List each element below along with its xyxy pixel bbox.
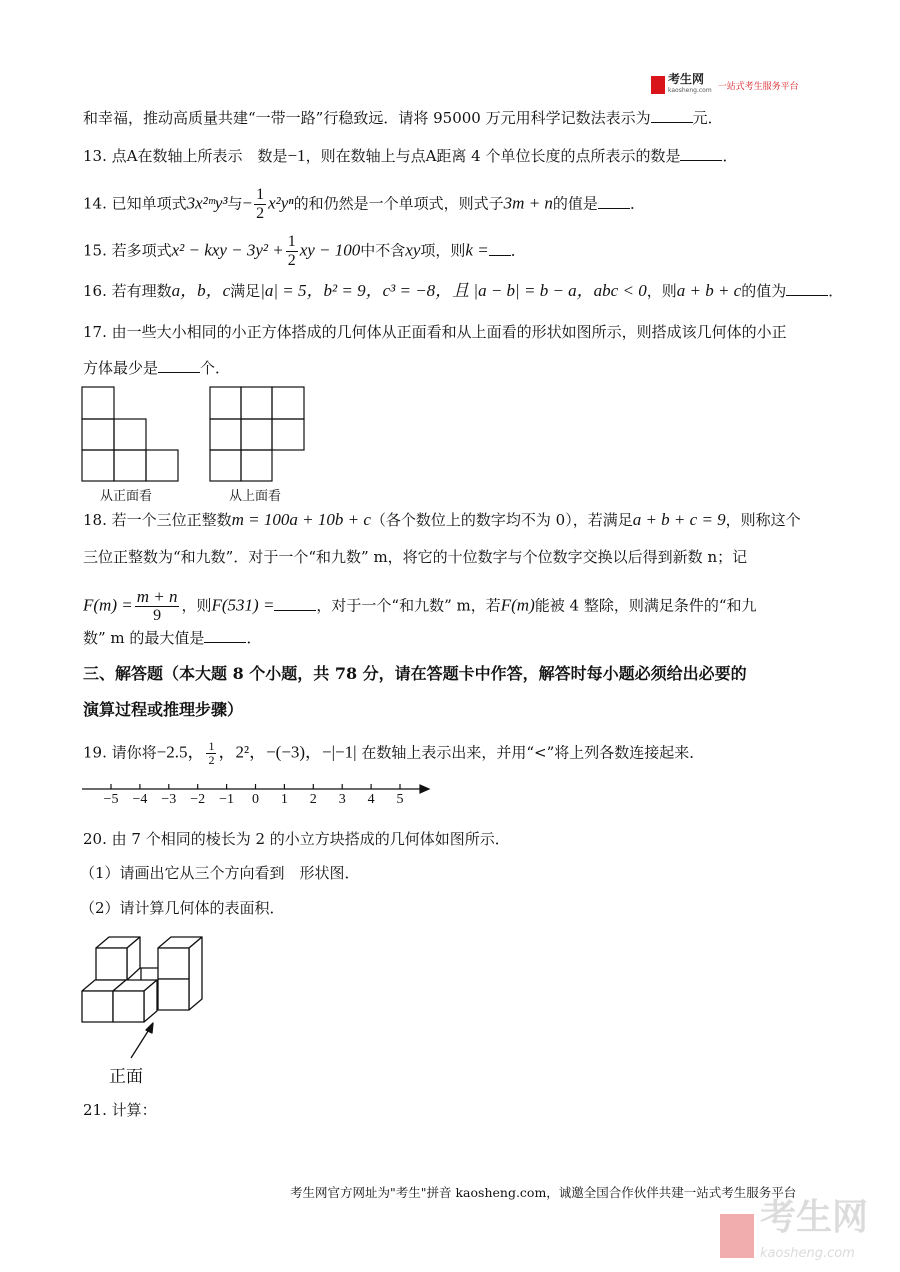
question-21: 21. 计算： — [83, 1101, 157, 1119]
question-18: 18. 若一个三位正整数m = 100a + 10b + c（各个数位上的数字均不为 0），若满足a + b + c = 9，则称这个 — [83, 510, 801, 529]
watermark-mark-icon — [720, 1214, 754, 1258]
caption-top-view: 从上面看 — [229, 489, 282, 504]
caption-front-view: 从正面看 — [100, 489, 153, 504]
question-18-line4: 数” m 的最大值是 ． — [83, 629, 262, 647]
question-16: 16. 若有理数a，b，c满足|a| = 5，b² = 9，c³ = −8，且 |a − b| = b − a，abc < 0，则a + b + c的值为 ． — [83, 281, 844, 300]
section-3-heading-cont: 演算过程或推理步骤） — [83, 700, 244, 719]
number-line-label: −2 — [190, 792, 206, 807]
number-line-label: 5 — [396, 792, 404, 807]
top-view-grid — [210, 387, 304, 481]
cube-figure — [82, 937, 202, 1058]
header-slogan: 一站式考生服务平台 — [717, 81, 799, 92]
arrow-icon — [420, 785, 429, 793]
question-20: 20. 由 7 个相同的棱长为 2 的小立方块搭成的几何体如图所示． — [83, 830, 510, 848]
question-18-line3: F(m) = $\frac{m + n}{9}$ ，则F(531) = ，对于一个“和九数” m，若F(m)能被 4 整除，则满足条件的“和九 — [83, 587, 757, 624]
question-19: 19. 请你将−2.5， $\frac{1}{2}$ ，2²，−(−3)，−|−1| 在数轴上表示出来，并用“<”将上列各数连接起来． — [83, 739, 705, 767]
question-20-part2: （2）请计算几何体的表面积． — [80, 899, 285, 917]
logo-domain: kaosheng.com — [668, 87, 712, 94]
question-20-part1: （1）请画出它从三个方向看到 形状图． — [80, 864, 360, 882]
question-17-cont: 方体最少是 个． — [83, 359, 231, 377]
number-line-label: −3 — [161, 792, 177, 807]
logo-name: 考生网 — [668, 72, 705, 86]
question-17: 17. 由一些大小相同的小正方体搭成的几何体从正面看和从上面看的形状如图所示，则搭成该几何体的小正 — [83, 323, 787, 341]
number-line-label: 4 — [367, 792, 375, 807]
question-13: 13. 点A在数轴上所表示 数是−1，则在数轴上与点A距离 4 个单位长度的点所表示的数是 ． — [83, 146, 738, 165]
number-line-label: 2 — [309, 792, 317, 807]
number-line-label: 0 — [252, 792, 259, 807]
number-line-label: −5 — [103, 792, 119, 807]
q12-continuation: 和幸福，推动高质量共建“一带一路”行稳致远．请将 95000 万元用科学记数法表示为 元． — [83, 109, 723, 127]
section-3-heading: 三、解答题（本大题 8 个小题，共 78 分，请在答题卡中作答，解答时每小题必须给出必要的 — [83, 664, 747, 683]
number-line-label: 1 — [280, 792, 288, 807]
front-label: 正面 — [109, 1067, 143, 1087]
number-line-label: −4 — [132, 792, 148, 807]
number-line — [82, 784, 429, 793]
question-15: 15. 若多项式x² − kxy − 3y² + $\frac{1}{2}$ xy − 100中不含xy项，则k = ． — [83, 233, 526, 269]
footer-text: 考生网官方网址为"考生"拼音 kaosheng.com，诚邀全国合作伙伴共建一站式考生服务平台 — [290, 1185, 797, 1200]
front-view-grid — [82, 387, 178, 481]
watermark-logo: 考生网 kaosheng.com — [720, 1200, 868, 1272]
question-18-line2: 三位正整数为“和九数”．对于一个“和九数” m，将它的十位数字与个位数字交换以后得到新数 n；记 — [83, 548, 748, 566]
number-line-label: 3 — [338, 792, 346, 807]
number-line-label: −1 — [219, 792, 235, 807]
question-14: 14. 已知单项式3x²ᵐy³与− $\frac{1}{2}$ x²yⁿ的和仍然是一个单项式，则式子3m + n的值是 ． — [83, 186, 645, 222]
